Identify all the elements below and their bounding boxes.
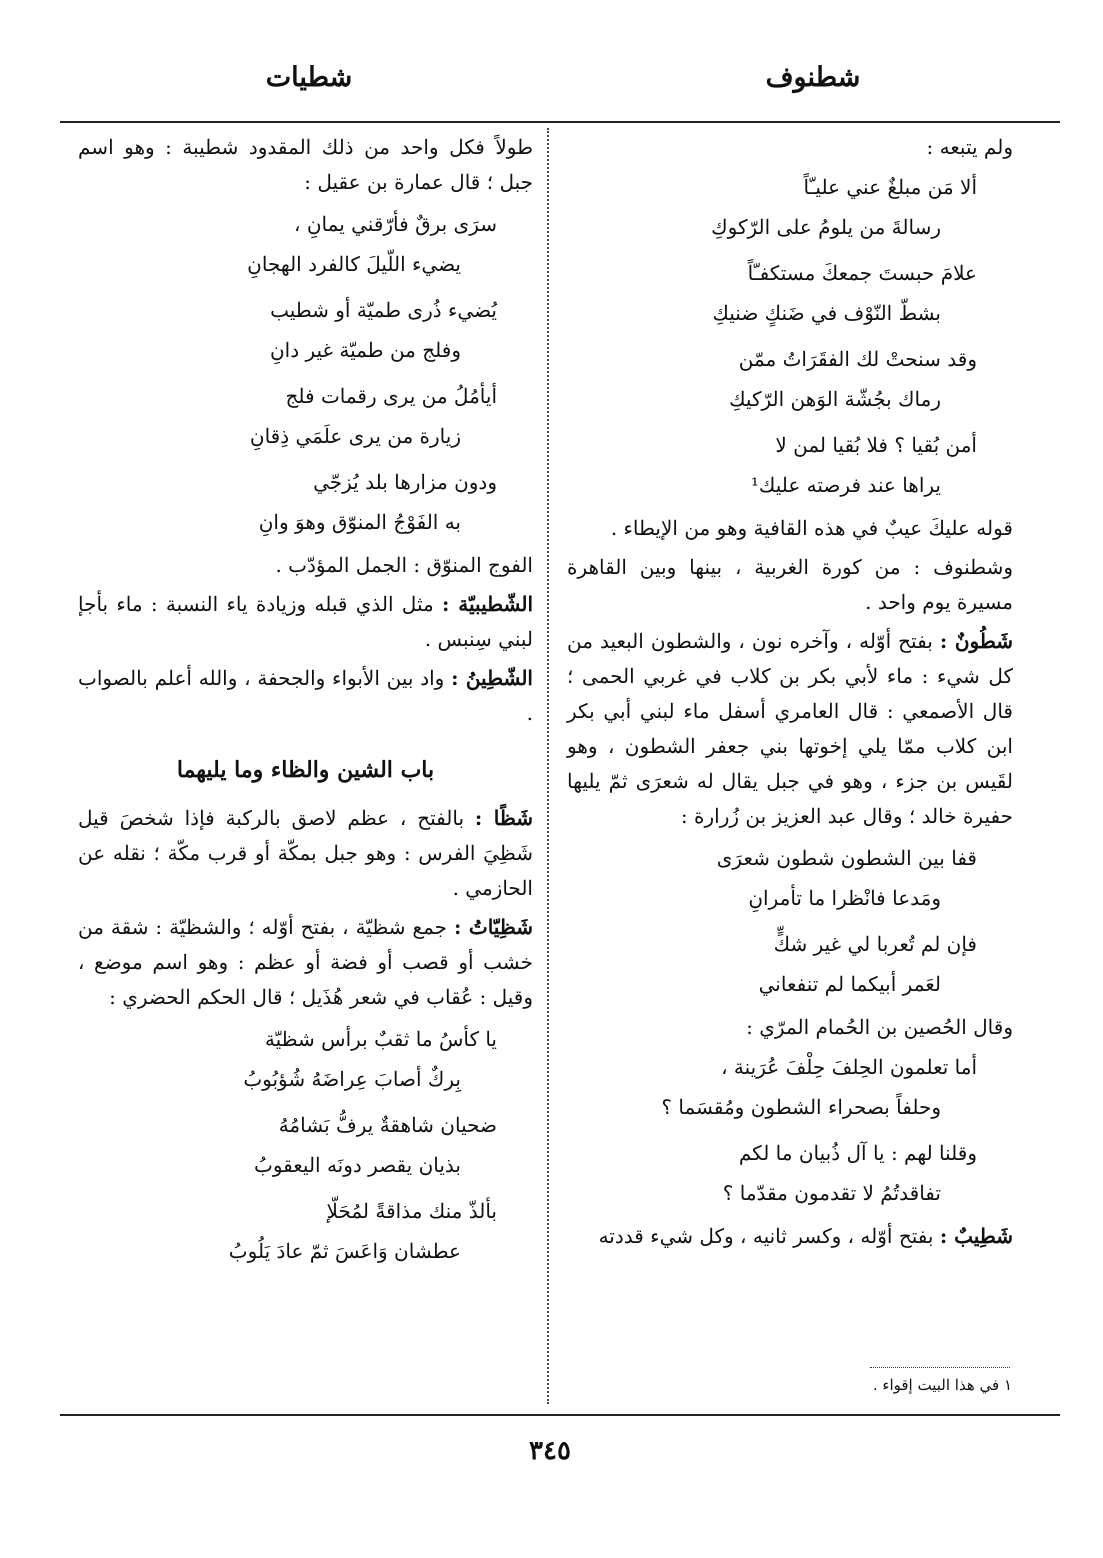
entry-shatin (78, 661, 533, 731)
entry-text: جمع شظيّة ، بفتح أوّله ؛ والشظيّة : شقة من خشب أو قصب أو فضة أو عظم : وهو اسم موضع ، وقيل : عُقاب في شعر هُذَيل ؛ قال الحكم الحضري : (78, 915, 533, 1009)
entry-text: بالفتح ، عظم لاصق بالركبة فإذا شخصَ قيل شَظِيَ الفرس : وهو جبل بمكّة أو قرب مكّة ؛ نقله عن الحازمي . (78, 806, 533, 900)
verse-line: بشطّ النّوْف في ضَنكٍ ضنيكِ (712, 301, 941, 325)
running-header-left: شطيات (265, 62, 353, 93)
footnote: ١ في هذا البيت إقواء . (872, 1376, 1012, 1394)
verse-line: علامَ حبستَ جمعكَ مستكفـّاً (747, 261, 977, 285)
verse-line: بِركٌ أصابَ عِراضَهُ شُؤبُوبُ (243, 1067, 461, 1091)
verse-line: لعَمر أبيكما لم تنفعاني (758, 972, 941, 996)
verse-line: عطشان وَاعَسَ ثمّ عادَ يَلُوبُ (228, 1239, 461, 1263)
entry-shaziyyat (78, 910, 533, 1015)
header-rule (60, 121, 1060, 123)
verse-line: أمن بُقيا ؟ فلا بُقيا لمن لا (775, 433, 977, 457)
intro-line: ولم يتبعه : (926, 135, 1013, 159)
entry-shatibiyya (78, 587, 533, 657)
gloss-paragraph: الفوج المنوّق : الجمل المؤدّب . (275, 553, 533, 577)
verse-line: يُضيء ذُرى طميّة أو شطيب (270, 298, 497, 322)
headword: شَطِيبٌ : (939, 1224, 1013, 1248)
verse-line: بذيان يقصر دونَه اليعقوبُ (253, 1153, 461, 1177)
verse-line: قفا بين الشطون شطون شعرَى (716, 846, 977, 870)
right-column (567, 130, 1013, 1258)
left-column (78, 130, 533, 1271)
verse-line: وفلج من طميّة غير دانِ (269, 338, 461, 362)
entry-shatib (567, 1219, 1013, 1254)
verse-line: يضيء اللّيلَ كالفرد الهجانِ (247, 252, 461, 276)
continuation-paragraph: طولاً فكل واحد من ذلك المقدود شطيبة : وهو اسم جبل ؛ قال عمارة بن عقيل : (78, 135, 533, 194)
verse-line: بألذّ منك مذاقةً لمُحَلّإ (326, 1199, 497, 1223)
verse-line: تفاقدتُمُ لا تقدمون مقدّما ؟ (722, 1181, 941, 1205)
verse-line: ومَدعا فانْظرا ما تأمرانِ (748, 886, 941, 910)
verse-line: سرَى برقٌ فأرّقني يمانِ ، (294, 212, 497, 236)
verse-line: ودون مزارها بلد يُزجّي (313, 470, 497, 494)
entry-shaza (78, 801, 533, 906)
verse-line: زيارة من يرى علَمَي ذِقانِ (249, 424, 461, 448)
entry-text: واد بين الأبواء والجحفة ، والله أعلم بالصواب . (78, 666, 533, 725)
page-number: ٣٤٥ (529, 1436, 571, 1466)
verse-line: يراها عند فرصته عليك¹ (750, 473, 941, 497)
entry-text: مثل الذي قبله وزيادة ياء النسبة : ماء بأجإ لبني سِنبس . (78, 592, 533, 651)
footnote-rule (870, 1367, 1010, 1368)
verse-line: ضحيان شاهقةٌ يرفُّ بَشامُهُ (278, 1113, 497, 1137)
headword: شَظِيّاتُ : (453, 915, 534, 939)
section-title: باب الشين والظاء وما يليهما (176, 757, 435, 783)
headword: الشّطِينُ : (451, 666, 533, 690)
entry-shatun (567, 624, 1013, 834)
verse-line: رسالةَ من يلومُ على الرّكوكِ (711, 215, 941, 239)
verse-line: أما تعلمون الحِلفَ حِلْفَ عُرَينة ، (721, 1055, 977, 1079)
headword: شَظًا : (474, 806, 534, 830)
commentary-paragraph: قوله عليكَ عيبٌ في هذه القافية وهو من الإيطاء . (610, 516, 1013, 540)
commentary-paragraph: وشطنوف : من كورة الغربية ، بينها وبين القاهرة مسيرة يوم واحد . (567, 555, 1013, 614)
footer-rule (60, 1414, 1060, 1416)
commentary-paragraph: وقال الحُصين بن الحُمام المرّي : (746, 1015, 1013, 1039)
verse-line: يا كأسُ ما ثقبٌ برأس شظيّة (264, 1027, 497, 1051)
verse-line: فإن لم تُعربا لي غير شكٍّ (773, 932, 977, 956)
verse-line: ألا مَن مبلغٌ عني عليـّاً (803, 175, 977, 199)
verse-line: وقلنا لهم : يا آل ذُبيان ما لكم (738, 1141, 977, 1165)
running-header-right: شطنوف (765, 62, 861, 93)
verse-line: به الفَوْجُ المنوّق وهوَ وانِ (258, 510, 461, 534)
entry-text: بفتح أوّله ، وآخره نون ، والشطون البعيد من كل شيء : ماء لأبي بكر بن كلاب في غربي الحمى ؛ قال الأصمعي : قال العامري أسفل ماء لبني أبي بكر ابن كلاب ممّا يلي إخوتها بني جعفر الشطون ، وهو لقَيس بن جزء ، وهو في جبل يقال له شعرَى ثمّ يليها حفيرة خالد ؛ وقال عبد العزيز بن زُرارة : (567, 629, 1013, 828)
headword: شَطُونٌ : (939, 629, 1014, 653)
verse-line: وقد سنحتْ لك الفقَرَاتُ ممّن (738, 347, 977, 371)
verse-line: رماك بجُشّة الوَهن الرّكيكِ (729, 387, 941, 411)
verse-line: وحلفاً بصحراء الشطون ومُقسَما ؟ (661, 1095, 941, 1119)
verse-line: أيأمُلُ من يرى رقمات فلج (285, 384, 497, 408)
headword: الشّطيبيّة : (442, 592, 534, 616)
column-divider (547, 128, 549, 1404)
entry-text: بفتح أوّله ، وكسر ثانيه ، وكل شيء قددته (598, 1224, 934, 1248)
